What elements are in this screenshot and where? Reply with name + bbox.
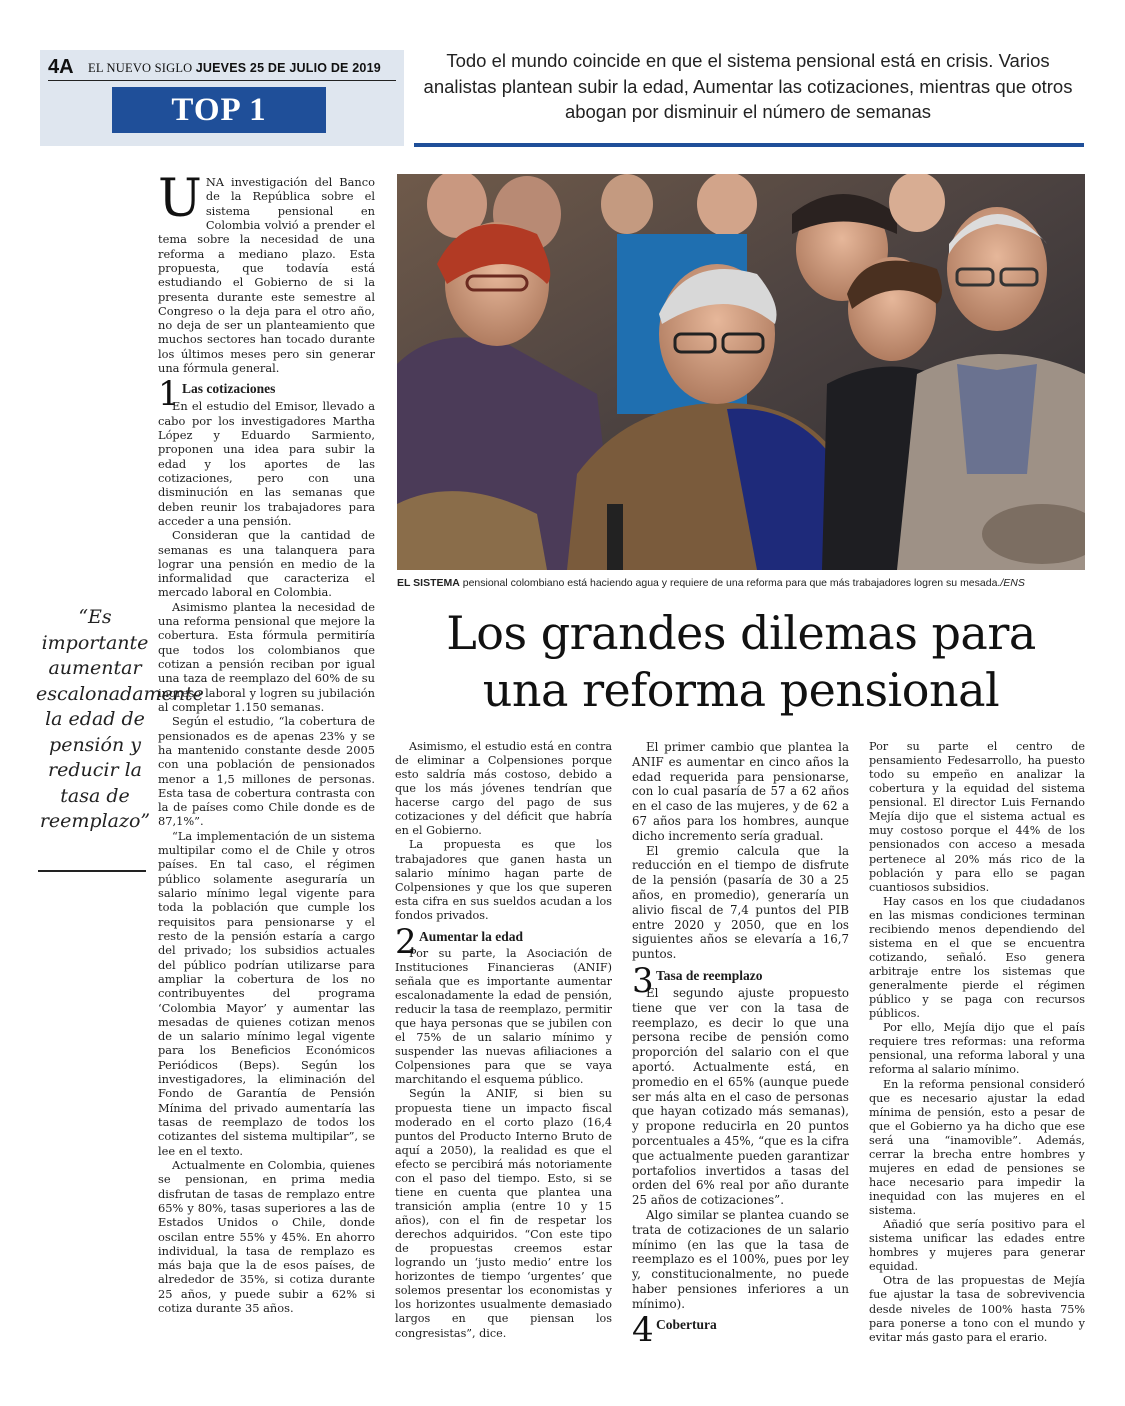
paragraph: Consideran que la cantidad de semanas es una talanquera para lograr una pensión en medio de la informalidad que caracteriza el mercado laboral en Colombia. <box>158 528 375 600</box>
masthead-rule <box>48 80 396 81</box>
paragraph: Asimismo plantea la necesidad de una reforma pensional que mejore la cobertura. Esta fórmula permitiría que todos los colombianos que cotizan a pensión reciban por igual una taza de reemplazo del 60% de su ingreso laboral y logren su jubilación al completar 1.150 semanas. <box>158 599 375 714</box>
paragraph: Según la ANIF, si bien su propuesta tiene un impacto fiscal moderado en el corto plazo (16,4 puntos del Producto Interno Bruto de aquí a 2050), la realidad es que el efecto se percibirá más notoriamente con el paso del tiempo. Esto, si se tiene en cuenta que plantea una transición amplia (entre 10 y 15 años), con el fin de respetar los derechos adquiridos. “Con este tipo de propuestas creemos estar logrando un ‘justo medio’ entre los horizontes de tiempo ‘urgentes’ que solemos presentar los economistas y los horizontes usualmente demasiado largos en que piensan los congresistas”, dice. <box>395 1087 612 1340</box>
section-title: Cobertura <box>656 1317 717 1333</box>
paragraph: Por ello, Mejía dijo que el país requiere tres reformas: una reforma pensional, una reforma laboral y una reforma al salario mínimo. <box>869 1021 1085 1077</box>
section-number: 3 <box>632 960 654 1001</box>
page-number: 4A <box>48 56 74 78</box>
section-title: Tasa de reemplazo <box>656 967 763 983</box>
paragraph: En el estudio del Emisor, llevado a cabo por los investigadores Martha López y Eduardo Sarmiento, proponen una idea para subir la edad y los aportes de las cotizaciones, pero con una disminución en las semanas que deben reunir los trabajadores para acceder a una pensión. <box>158 399 375 528</box>
section-title: Aumentar la edad <box>419 928 524 944</box>
article-column-3 <box>632 740 849 1349</box>
pull-quote: “Es importante aumentar escalonadamente la edad de pensión y reducir la tasa de reemplazo” <box>36 606 204 832</box>
issue-date: JUEVES 25 DE JULIO DE 2019 <box>195 61 381 75</box>
article-photo <box>397 174 1085 570</box>
paragraph: El primer cambio que plantea la ANIF es aumentar en cinco años la edad requerida para pensionarse, con lo cual pasaría de 57 a 62 años en el caso de las mujeres, y de 62 a 67 años para los hombres, aunque dicho incremento sería gradual. <box>632 740 849 843</box>
drop-cap: U <box>158 169 202 229</box>
paragraph: Hay casos en los que ciudadanos en las mismas condiciones terminan recibiendo menos dependiendo del sistema en el que se encuentra cotizando, señaló. Eso genera arbitraje entre los sistemas que generalmente pierde el régimen público y se paga con recursos públicos. <box>869 894 1085 1021</box>
paragraph: La propuesta es que los trabajadores que ganen hasta un salario mínimo hagan parte de Colpensiones y que los que superen esta cifra en sus sueldos acudan a los fondos privados. <box>395 838 612 922</box>
section-title: Las cotizaciones <box>182 381 276 397</box>
paragraph: Otra de las propuestas de Mejía fue ajustar la tasa de sobrevivencia desde niveles de 100% hasta 75% para ponerse a tono con el mundo y evitar más gasto para el erario. <box>869 1274 1085 1344</box>
newspaper-name: EL NUEVO SIGLO <box>88 61 193 75</box>
section-heading-3 <box>632 960 849 1001</box>
section-heading-4 <box>632 1310 849 1351</box>
article-column-1 <box>158 169 375 1316</box>
pull-quote-rule <box>38 870 146 872</box>
headline: Los grandes dilemas para una reforma pensional <box>446 606 1036 717</box>
paragraph: El gremio calcula que la reducción en el tiempo de disfrute de la pensión (pasaría de 30 a 25 años, en promedio), generaría un alivio fiscal de 7,4 puntos del PIB entre 2020 y 2050, que en los siguientes años se elevaría a 16,7 puntos. <box>632 843 849 962</box>
caption-lead: EL SISTEMA <box>397 577 460 589</box>
section-number: 1 <box>158 374 180 415</box>
masthead-line <box>88 61 381 76</box>
paragraph: Según el estudio, “la cobertura de pensionados es de apenas 23% y se ha mantenido constante desde 2005 con una población de pensionados menor a 1,5 millones de personas. Esta tasa de cobertura contrasta con la de países como Chile donde es de 87,1%”. <box>158 714 375 829</box>
paragraph: En la reforma pensional consideró que es necesario ajustar la edad mínima de pensión, esto a pesar de que el Gobierno ya ha dicho que ese será una “inamovible”. Además, cerrar la brecha entre hombres y mujeres en edad de pensiones se hace necesario para impedir la inequidad con las mujeres en el sistema. <box>869 1077 1085 1218</box>
paragraph: Asimismo, el estudio está en contra de eliminar a Colpensiones porque esto saldría más costoso, debido a que los más jóvenes tendrían que hacerse cargo del pago de sus cotizaciones y del déficit que habría en el Gobierno. <box>395 740 612 838</box>
section-number: 2 <box>395 921 417 962</box>
paragraph: “La implementación de un sistema multipilar como el de Chile y otros países. En tal caso, el régimen público solamente aseguraría un salario mínimo legal vigente para toda la población que cumple los requisitos para pensionarse y el resto de la pensión estaría a cargo del privado; los subsidios actuales del público podrían utilizarse para ampliar la cobertura de los no contribuyentes del programa ‘Colombia Mayor’ y aumentar las mesadas de quienes cotizan menos de un salario mínimo legal vigente para los Beneficios Económicos Periódicos (Beps). Según los investigadores, la eliminación del Fondo de Garantía de Pensión Mínima del privado aumentaría las tasas de reemplazo de todos los cotizantes del sistema multipilar”, se lee en el texto. <box>158 828 375 1158</box>
paragraph: Por su parte, la Asociación de Instituciones Financieras (ANIF) señala que es importante aumentar escalonadamente la edad de pensión, reducir la tasa de reemplazo, permitir que haya personas que se jubilen con el 75% de un salario mínimo y suspender las nuevas afiliaciones a Colpensiones para que se vaya marchitando el esquema público. <box>395 946 612 1087</box>
deck-text: Todo el mundo coincide en que el sistema pensional está en crisis. Varios analistas plantean subir la edad, Aumentar las cotizaciones, mientras que otros abogan por disminuir el número de semanas <box>423 50 1073 122</box>
paragraph: Añadió que sería positivo para el sistema unificar las edades entre hombres y mujeres para generar equidad. <box>869 1218 1085 1274</box>
paragraph: Por su parte el centro de pensamiento Fedesarrollo, ha puesto todo su empeño en analizar la cobertura y la equidad del sistema pensional. El director Luis Fernando Mejía dijo que el sistema actual es muy costoso porque el 44% de los pensionados con acceso a mesada pertenece al 20% más rico de la población y para ello se pagan cuantiosos subsidios. <box>869 740 1085 894</box>
section-number: 4 <box>632 1310 654 1351</box>
paragraph: Actualmente en Colombia, quienes se pensionan, en prima media disfrutan de tasas de remplazo entre 65% y 80%, tasas superiores a las de Estados Unidos o Chile, donde oscilan entre 55% y 45%. En ahorro individual, la tasa de remplazo es más baja que la de esos países, de alrededor de 35%, si cotiza durante 25 años, y puede subir a 62% si cotiza durante 35 años. <box>158 1157 375 1316</box>
intro-paragraph <box>158 169 375 376</box>
deck-rule <box>414 143 1084 147</box>
paragraph: El segundo ajuste propuesto tiene que ver con la tasa de reemplazo, es decir lo que una persona recibe de pensión como proporción del salario con el que aportó. Actualmente está, en promedio en el 65% (aunque puede ser más alta en el caso de personas que hayan cotizado más semanas), y propone reducirla en 20 puntos porcentuales a 45%, “que es la cifra que actualmente pueden garantizar portafolios invertidos a tasas del orden del 6% real por año durante 25 años de cotizaciones”. <box>632 985 849 1208</box>
intro-text: NA investigación del Banco de la República sobre el sistema pensional en Colombia volvió a prender el tema sobre la necesidad de una reforma a mediano plazo. Esta propuesta, que todavía está estudiando el Gobierno de si la presenta durante este semestre al Congreso o la deja para el otro año, no deja de ser un planteamiento que muchos sectores han tocado durante los últimos meses pero sin generar una fórmula general. <box>158 175 375 376</box>
section-label: TOP 1 <box>112 87 326 133</box>
section-heading-2 <box>395 921 612 962</box>
section-heading-1 <box>158 374 375 415</box>
caption-text: pensional colombiano está haciendo agua y requiere de una reforma para que más trabajadores logren su mesada. <box>459 577 1001 589</box>
elderly-crowd-photo <box>397 174 1085 570</box>
article-column-2 <box>395 740 612 1341</box>
paragraph: Algo similar se plantea cuando se trata de cotizaciones de un salario mínimo (en las que la tasa de reemplazo es el 100%, pues por ley y, constitucionalmente, no puede haber pensiones inferiores a un mínimo). <box>632 1207 849 1311</box>
photo-credit: /ENS <box>1000 577 1025 589</box>
article-column-4 <box>869 740 1085 1345</box>
photo-caption <box>397 577 1085 589</box>
